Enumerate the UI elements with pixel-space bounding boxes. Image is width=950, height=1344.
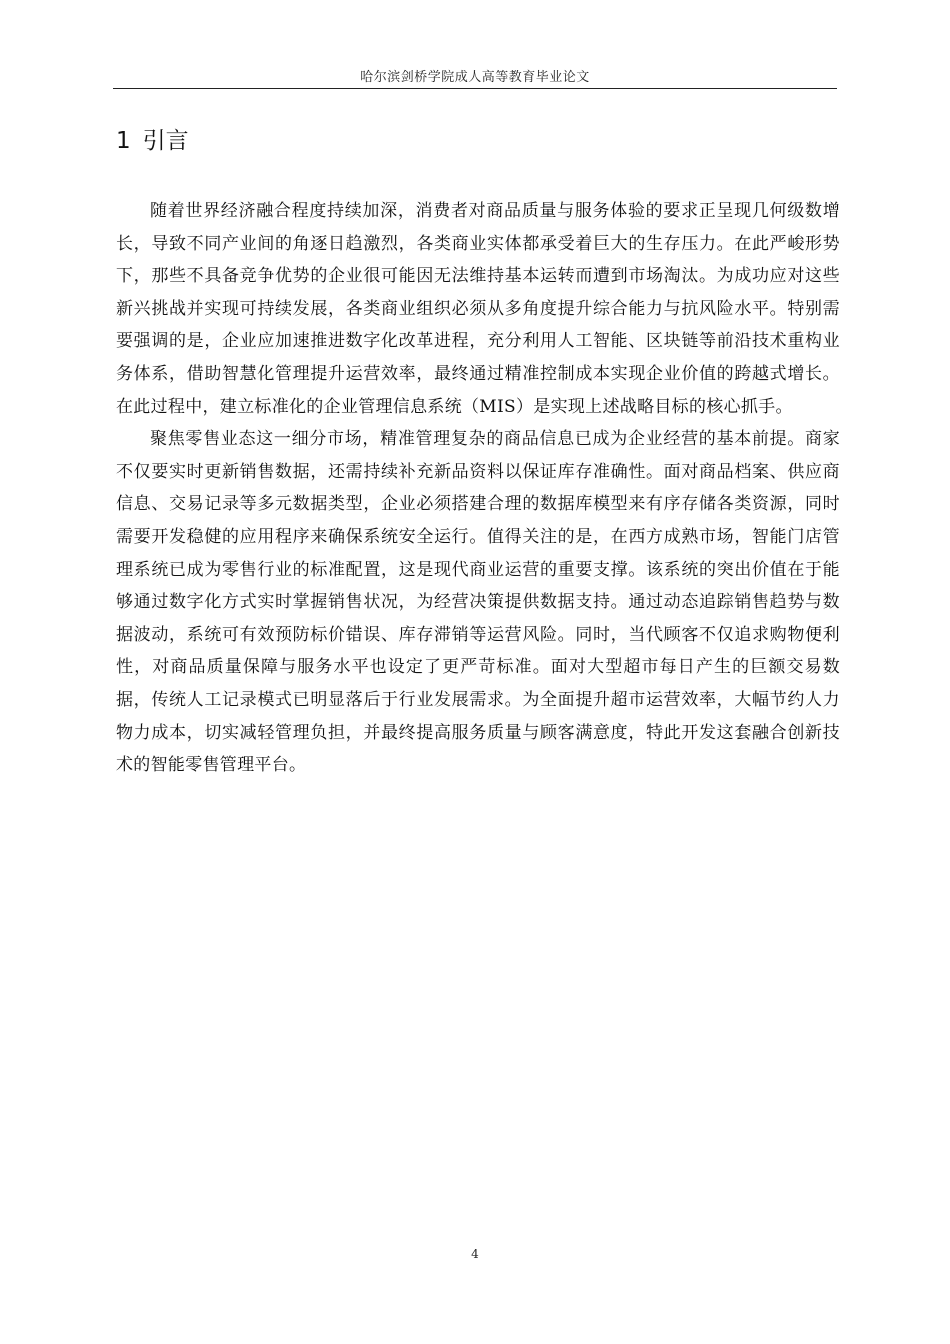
paragraph-2: 聚焦零售业态这一细分市场，精准管理复杂的商品信息已成为企业经营的基本前提。商家不仅要实时更新销售数据，还需持续补充新品资料以保证库存准确性。面对商品档案、供应商信息、交易记录等多元数据类型，企业必须搭建合理的数据库模型来有序存储各类资源，同时需要开发稳健的应用程序来确保系统安全运行。值得关注的是，在西方成熟市场，智能门店管理系统已成为零售行业的标准配置，这是现代商业运营的重要支撑。该系统的突出价值在于能够通过数字化方式实时掌握销售状况，为经营决策提供数据支持。通过动态追踪销售趋势与数据波动，系统可有效预防标价错误、库存滞销等运营风险。同时，当代顾客不仅追求购物便利性，对商品质量保障与服务水平也设定了更严苛标准。面对大型超市每日产生的巨额交易数据，传统人工记录模式已明显落后于行业发展需求。为全面提升超市运营效率，大幅节约人力物力成本，切实减轻管理负担，并最终提高服务质量与顾客满意度，特此开发这套融合创新技术的智能零售管理平台。: [116, 429, 840, 776]
page-number: 4: [471, 1247, 479, 1261]
section-title-text: 引言: [142, 128, 189, 154]
paragraph-1: 随着世界经济融合程度持续加深，消费者对商品质量与服务体验的要求正呈现几何级数增长，导致不同产业间的角逐日趋激烈，各类商业实体都承受着巨大的生存压力。在此严峻形势下，那些不具备竞争优势的企业很可能因无法维持基本运转而遭到市场淘汰。为成功应对这些新兴挑战并实现可持续发展，各类商业组织必须从多角度提升综合能力与抗风险水平。特别需要强调的是，企业应加速推进数字化改革进程，充分利用人工智能、区块链等前沿技术重构业务体系，借助智慧化管理提升运营效率，最终通过精准控制成本实现企业价值的跨越式增长。在此过程中，建立标准化的企业管理信息系统（MIS）是实现上述战略目标的核心抓手。: [116, 201, 840, 417]
body-text: [116, 195, 840, 782]
section-heading: [116, 126, 189, 156]
running-header: [113, 66, 837, 89]
header-title: 哈尔滨剑桥学院成人高等教育毕业论文: [360, 70, 590, 85]
section-number: 1: [116, 128, 131, 154]
